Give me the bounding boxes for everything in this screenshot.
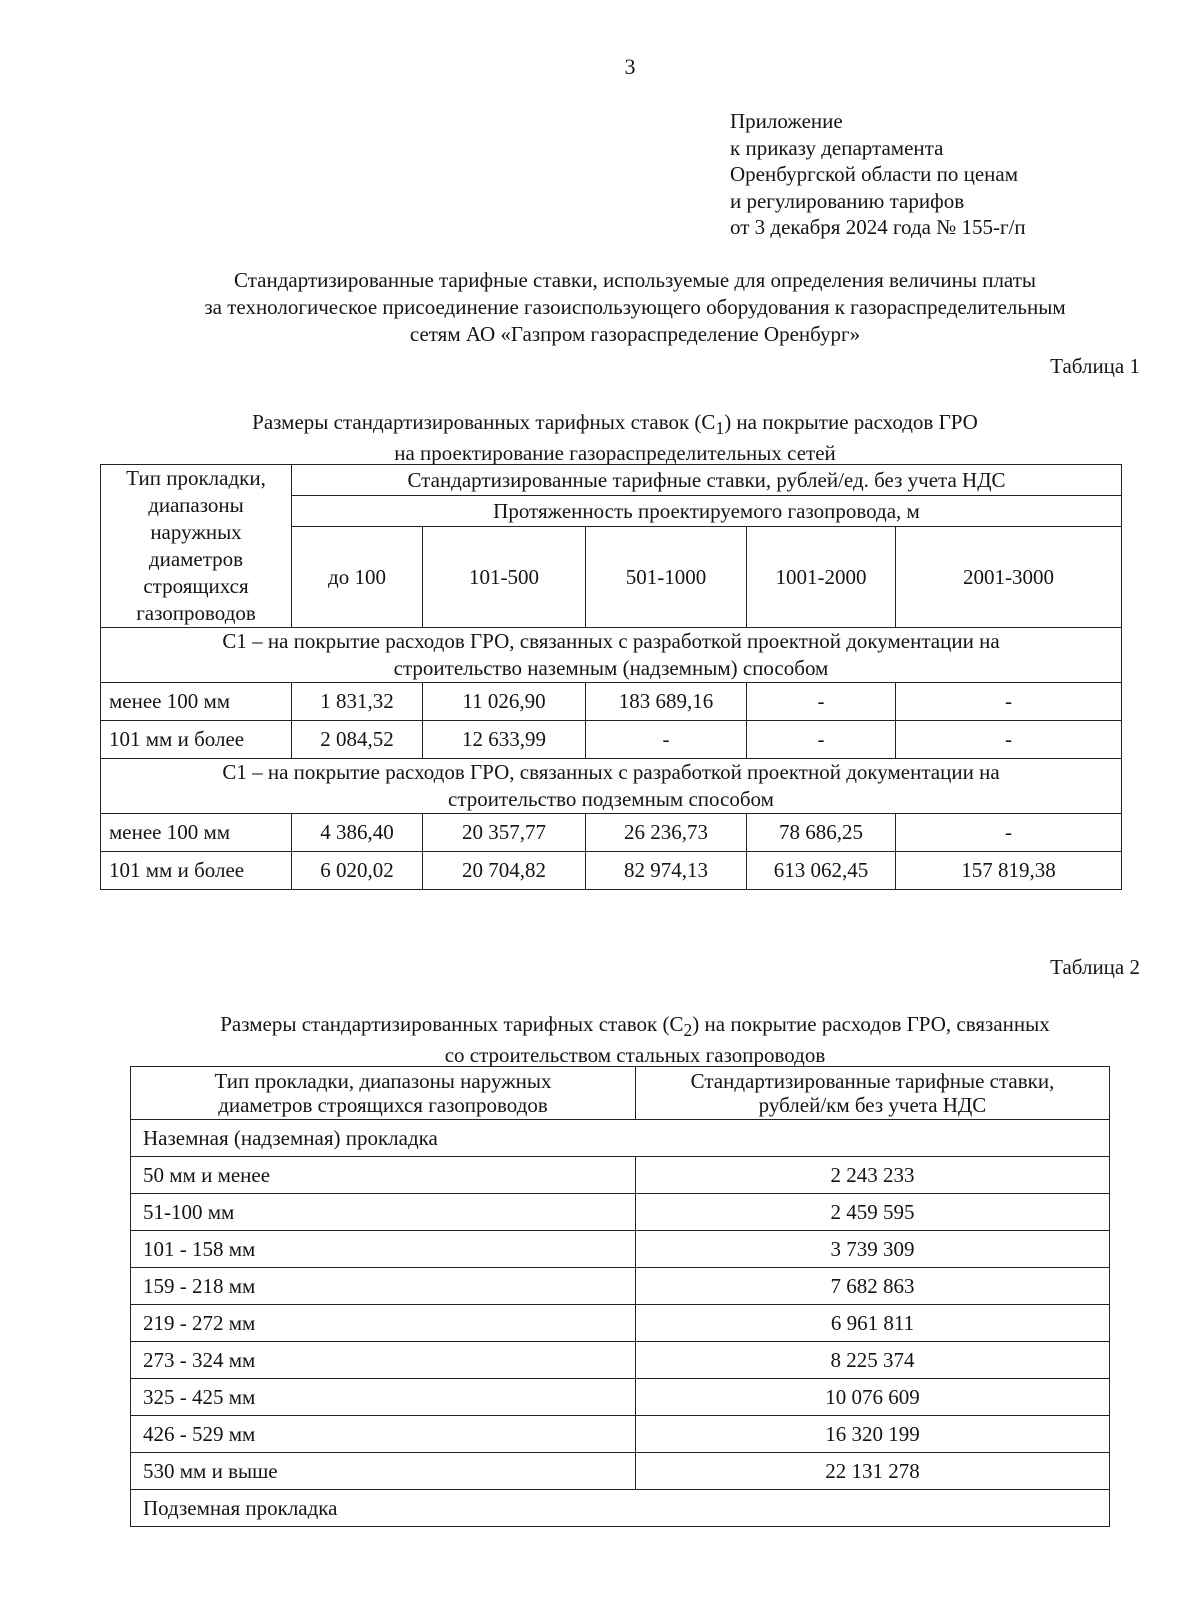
section-title: Подземная прокладка bbox=[131, 1490, 1110, 1527]
table-cell: 7 682 863 bbox=[636, 1268, 1110, 1305]
table-cell: 3 739 309 bbox=[636, 1231, 1110, 1268]
row-label: 101 - 158 мм bbox=[131, 1231, 636, 1268]
table-cell: 78 686,25 bbox=[747, 814, 896, 852]
table-header-row bbox=[101, 465, 1122, 496]
table-cell: 26 236,73 bbox=[586, 814, 747, 852]
table-cell: 20 357,77 bbox=[423, 814, 586, 852]
table1-caption-line2: на проектирование газораспределительных сетей bbox=[394, 441, 836, 466]
table-cell: - bbox=[586, 721, 747, 759]
section-title bbox=[101, 628, 1122, 683]
title-line: сетям АО «Газпром газораспределение Оренбург» bbox=[409, 322, 861, 346]
header-line: наружных bbox=[150, 520, 242, 544]
column-header: 501-1000 bbox=[586, 527, 747, 628]
type-column-header bbox=[101, 465, 292, 628]
table-row bbox=[131, 1305, 1110, 1342]
section-title: Наземная (надземная) прокладка bbox=[131, 1120, 1110, 1157]
section-row bbox=[131, 1490, 1110, 1527]
row-label: менее 100 мм bbox=[101, 814, 292, 852]
table-cell: 6 020,02 bbox=[292, 852, 423, 890]
table2 bbox=[130, 1066, 1110, 1527]
length-header: Протяженность проектируемого газопровода, м bbox=[292, 496, 1122, 527]
header-line: Тип прокладки, диапазоны наружных bbox=[214, 1069, 552, 1093]
table-cell: - bbox=[896, 683, 1122, 721]
table-cell: 82 974,13 bbox=[586, 852, 747, 890]
table2-caption bbox=[120, 1012, 1150, 1068]
column-header: 2001-3000 bbox=[896, 527, 1122, 628]
appendix-line: и регулированию тарифов bbox=[730, 188, 965, 213]
table-cell: 1 831,32 bbox=[292, 683, 423, 721]
table-cell: 2 459 595 bbox=[636, 1194, 1110, 1231]
row-label: 101 мм и более bbox=[101, 852, 292, 890]
table-cell: 22 131 278 bbox=[636, 1453, 1110, 1490]
caption-subscript: 1 bbox=[715, 418, 725, 439]
row-label: 50 мм и менее bbox=[131, 1157, 636, 1194]
header-line: диаметров bbox=[148, 547, 244, 571]
section-row bbox=[131, 1120, 1110, 1157]
caption-text: ) на покрытие расходов ГРО, связанных bbox=[692, 1012, 1050, 1036]
type-column-header bbox=[131, 1067, 636, 1120]
title-line: Стандартизированные тарифные ставки, используемые для определения величины платы bbox=[234, 268, 1036, 292]
section-title-line: С1 – на покрытие расходов ГРО, связанных с разработкой проектной документации на bbox=[222, 760, 1000, 784]
appendix-line: к приказу департамента bbox=[730, 135, 944, 160]
table-row bbox=[131, 1231, 1110, 1268]
table-cell: - bbox=[896, 814, 1122, 852]
table-cell: - bbox=[747, 721, 896, 759]
header-line: газопроводов bbox=[136, 601, 256, 625]
section-title-line: строительство подземным способом bbox=[448, 787, 774, 811]
section-title bbox=[101, 759, 1122, 814]
table-row bbox=[131, 1453, 1110, 1490]
table-cell: - bbox=[896, 721, 1122, 759]
table1-caption-line1 bbox=[100, 410, 1130, 441]
table-row bbox=[131, 1157, 1110, 1194]
page-number: 3 bbox=[624, 54, 636, 79]
rates-header: Стандартизированные тарифные ставки, рублей/ед. без учета НДС bbox=[292, 465, 1122, 496]
table-cell: 6 961 811 bbox=[636, 1305, 1110, 1342]
table-cell: 2 243 233 bbox=[636, 1157, 1110, 1194]
table-row bbox=[101, 683, 1122, 721]
table-cell: 16 320 199 bbox=[636, 1416, 1110, 1453]
table-row bbox=[101, 852, 1122, 890]
header-line: строящихся bbox=[143, 574, 249, 598]
table1-label: Таблица 1 bbox=[1050, 354, 1140, 378]
caption-text: ) на покрытие расходов ГРО bbox=[724, 410, 978, 434]
table-row bbox=[131, 1379, 1110, 1416]
appendix-header bbox=[730, 108, 1026, 241]
header-line: Тип прокладки, bbox=[126, 466, 266, 490]
row-label: 273 - 324 мм bbox=[131, 1342, 636, 1379]
header-line: Стандартизированные тарифные ставки, bbox=[690, 1069, 1055, 1093]
row-label: 159 - 218 мм bbox=[131, 1268, 636, 1305]
row-label: 325 - 425 мм bbox=[131, 1379, 636, 1416]
table-cell: - bbox=[747, 683, 896, 721]
table-cell: 157 819,38 bbox=[896, 852, 1122, 890]
table-row bbox=[131, 1194, 1110, 1231]
caption-text: Размеры стандартизированных тарифных ставок (С bbox=[220, 1012, 684, 1036]
caption-text: Размеры стандартизированных тарифных ставок (С bbox=[252, 410, 716, 434]
table-cell: 12 633,99 bbox=[423, 721, 586, 759]
table-row bbox=[131, 1416, 1110, 1453]
rates-column-header bbox=[636, 1067, 1110, 1120]
title-line: за технологическое присоединение газоиспользующего оборудования к газораспределительным bbox=[204, 295, 1066, 319]
table-cell: 10 076 609 bbox=[636, 1379, 1110, 1416]
table-row bbox=[131, 1268, 1110, 1305]
table1-caption bbox=[100, 410, 1130, 466]
header-line: рублей/км без учета НДС bbox=[758, 1093, 987, 1117]
column-header: 101-500 bbox=[423, 527, 586, 628]
table1 bbox=[100, 464, 1122, 890]
table-cell: 20 704,82 bbox=[423, 852, 586, 890]
row-label: 101 мм и более bbox=[101, 721, 292, 759]
document-title bbox=[120, 267, 1150, 348]
table-cell: 11 026,90 bbox=[423, 683, 586, 721]
table-cell: 4 386,40 bbox=[292, 814, 423, 852]
appendix-line: Приложение bbox=[730, 109, 843, 133]
header-line: диаметров строящихся газопроводов bbox=[218, 1093, 548, 1117]
table-row bbox=[101, 814, 1122, 852]
header-line: диапазоны bbox=[148, 493, 244, 517]
row-label: 51-100 мм bbox=[131, 1194, 636, 1231]
appendix-line: от 3 декабря 2024 года № 155-г/п bbox=[730, 215, 1026, 239]
table2-label: Таблица 2 bbox=[1050, 955, 1140, 979]
table-cell: 2 084,52 bbox=[292, 721, 423, 759]
table-cell: 8 225 374 bbox=[636, 1342, 1110, 1379]
section-title-line: строительство наземным (надземным) способом bbox=[393, 656, 829, 680]
section-row bbox=[101, 759, 1122, 814]
row-label: 530 мм и выше bbox=[131, 1453, 636, 1490]
table-row bbox=[131, 1342, 1110, 1379]
table2-caption-line1 bbox=[120, 1012, 1150, 1043]
column-header: 1001-2000 bbox=[747, 527, 896, 628]
appendix-line: Оренбургской области по ценам bbox=[730, 162, 1019, 186]
table-header-row bbox=[131, 1067, 1110, 1120]
section-row bbox=[101, 628, 1122, 683]
row-label: 219 - 272 мм bbox=[131, 1305, 636, 1342]
table-cell: 613 062,45 bbox=[747, 852, 896, 890]
column-header: до 100 bbox=[292, 527, 423, 628]
row-label: 426 - 529 мм bbox=[131, 1416, 636, 1453]
table2-caption-line2: со строительством стальных газопроводов bbox=[444, 1043, 826, 1068]
row-label: менее 100 мм bbox=[101, 683, 292, 721]
table-row bbox=[101, 721, 1122, 759]
section-title-line: С1 – на покрытие расходов ГРО, связанных с разработкой проектной документации на bbox=[222, 629, 1000, 653]
caption-subscript: 2 bbox=[683, 1020, 693, 1041]
table-cell: 183 689,16 bbox=[586, 683, 747, 721]
